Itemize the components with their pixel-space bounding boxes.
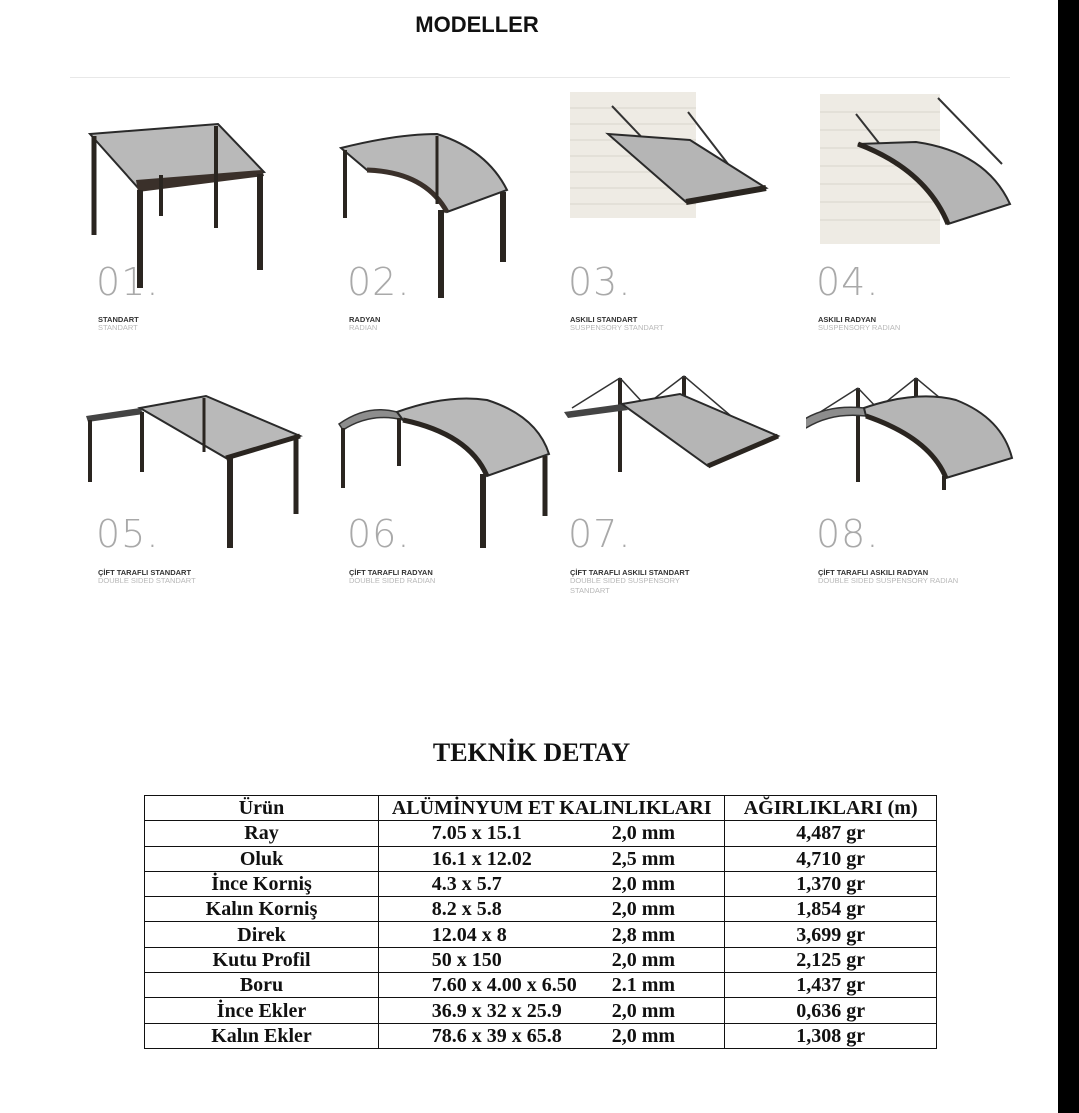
cell-wall-thickness: 2,0 mm bbox=[611, 822, 676, 845]
cell-thickness bbox=[379, 846, 725, 871]
model-card-01 bbox=[86, 120, 326, 370]
cell-dimensions: 78.6 x 39 x 65.8 bbox=[431, 1024, 562, 1047]
model-name-tr: RADYAN bbox=[349, 315, 381, 324]
table-row bbox=[145, 922, 937, 947]
cell-wall-thickness: 2,0 mm bbox=[611, 1024, 676, 1047]
header-weight: AĞIRLIKLARI (m) bbox=[725, 796, 937, 821]
model-card-02 bbox=[337, 120, 577, 370]
cell-wall-thickness: 2.1 mm bbox=[611, 974, 676, 997]
cell-weight: 1,854 gr bbox=[725, 897, 937, 922]
table-row bbox=[145, 897, 937, 922]
model-number: 06. bbox=[347, 512, 411, 556]
model-number: 08. bbox=[816, 512, 880, 556]
cell-wall-thickness: 2,5 mm bbox=[611, 847, 676, 870]
model-name-tr: ÇİFT TARAFLI ASKILI STANDART bbox=[570, 568, 690, 577]
model-card-06 bbox=[337, 390, 577, 640]
cell-thickness bbox=[379, 947, 725, 972]
cell-product: Kalın Ekler bbox=[145, 1023, 379, 1048]
table-row bbox=[145, 998, 937, 1023]
model-number: 04. bbox=[816, 260, 880, 304]
cell-product: İnce Ekler bbox=[145, 998, 379, 1023]
cell-weight: 1,308 gr bbox=[725, 1023, 937, 1048]
cell-weight: 4,710 gr bbox=[725, 846, 937, 871]
table-row bbox=[145, 821, 937, 846]
cell-dimensions: 36.9 x 32 x 25.9 bbox=[431, 999, 562, 1022]
cell-dimensions: 7.05 x 15.1 bbox=[431, 822, 522, 845]
model-name-tr: ASKILI STANDART bbox=[570, 315, 638, 324]
cell-wall-thickness: 2,0 mm bbox=[611, 873, 676, 896]
model-number: 03. bbox=[568, 260, 632, 304]
table-row bbox=[145, 1023, 937, 1048]
cell-weight: 1,437 gr bbox=[725, 973, 937, 998]
model-name-en: DOUBLE SIDED STANDART bbox=[98, 576, 196, 585]
model-card-05 bbox=[86, 390, 326, 640]
table-row bbox=[145, 973, 937, 998]
model-name-en: STANDART bbox=[98, 323, 138, 332]
cell-product: Boru bbox=[145, 973, 379, 998]
model-name-en: RADIAN bbox=[349, 323, 378, 332]
model-name-en: DOUBLE SIDED SUSPENSORY RADIAN bbox=[818, 576, 959, 585]
cell-dimensions: 7.60 x 4.00 x 6.50 bbox=[431, 974, 577, 997]
cell-product: İnce Korniş bbox=[145, 871, 379, 896]
model-number: 07. bbox=[568, 512, 632, 556]
model-name-en: SUSPENSORY RADIAN bbox=[818, 323, 901, 332]
model-name-tr: ÇİFT TARAFLI ASKILI RADYAN bbox=[818, 568, 929, 577]
cell-dimensions: 4.3 x 5.7 bbox=[431, 873, 502, 896]
cell-product: Kutu Profil bbox=[145, 947, 379, 972]
cell-product: Oluk bbox=[145, 846, 379, 871]
cell-wall-thickness: 2,0 mm bbox=[611, 948, 676, 971]
cell-weight: 4,487 gr bbox=[725, 821, 937, 846]
cell-dimensions: 8.2 x 5.8 bbox=[431, 898, 502, 921]
cell-thickness bbox=[379, 821, 725, 846]
table-header-row bbox=[145, 796, 937, 821]
table-body bbox=[145, 821, 937, 1049]
cell-dimensions: 12.04 x 8 bbox=[431, 923, 507, 946]
models-title: MODELLER bbox=[415, 12, 539, 37]
cell-thickness bbox=[379, 1023, 725, 1048]
model-name-tr: ÇİFT TARAFLI STANDART bbox=[98, 568, 192, 577]
model-name-en: DOUBLE SIDED RADIAN bbox=[349, 576, 436, 585]
cell-weight: 1,370 gr bbox=[725, 871, 937, 896]
table-row bbox=[145, 947, 937, 972]
model-name-en: SUSPENSORY STANDART bbox=[570, 323, 664, 332]
cell-wall-thickness: 2,0 mm bbox=[611, 898, 676, 921]
cell-dimensions: 16.1 x 12.02 bbox=[431, 847, 532, 870]
cell-product: Direk bbox=[145, 922, 379, 947]
model-name-tr: STANDART bbox=[98, 315, 139, 324]
technical-detail-title: TEKNİK DETAY bbox=[432, 738, 631, 767]
model-name-en: DOUBLE SIDED SUSPENSORY STANDART bbox=[570, 576, 680, 595]
cell-thickness bbox=[379, 922, 725, 947]
table-row bbox=[145, 871, 937, 896]
cell-weight: 3,699 gr bbox=[725, 922, 937, 947]
divider bbox=[70, 77, 1010, 78]
cell-wall-thickness: 2,0 mm bbox=[611, 999, 676, 1022]
model-number: 01. bbox=[96, 260, 160, 304]
cell-product: Kalın Korniş bbox=[145, 897, 379, 922]
header-thickness: ALÜMİNYUM ET KALINLIKLARI bbox=[379, 796, 725, 821]
model-number: 05. bbox=[96, 512, 160, 556]
cell-weight: 2,125 gr bbox=[725, 947, 937, 972]
model-name-tr: ÇİFT TARAFLI RADYAN bbox=[349, 568, 433, 577]
table-row bbox=[145, 846, 937, 871]
model-number: 02. bbox=[347, 260, 411, 304]
model-name-tr: ASKILI RADYAN bbox=[818, 315, 877, 324]
model-card-08 bbox=[806, 372, 1046, 622]
header-product: Ürün bbox=[145, 796, 379, 821]
cell-product: Ray bbox=[145, 821, 379, 846]
model-card-07 bbox=[558, 372, 798, 622]
cell-thickness bbox=[379, 897, 725, 922]
cell-thickness bbox=[379, 871, 725, 896]
cell-wall-thickness: 2,8 mm bbox=[611, 923, 676, 946]
technical-spec-table bbox=[144, 795, 937, 1049]
cell-thickness bbox=[379, 973, 725, 998]
model-card-03 bbox=[558, 92, 798, 342]
cell-weight: 0,636 gr bbox=[725, 998, 937, 1023]
cell-thickness bbox=[379, 998, 725, 1023]
cell-dimensions: 50 x 150 bbox=[431, 948, 502, 971]
model-card-04 bbox=[806, 92, 1046, 342]
